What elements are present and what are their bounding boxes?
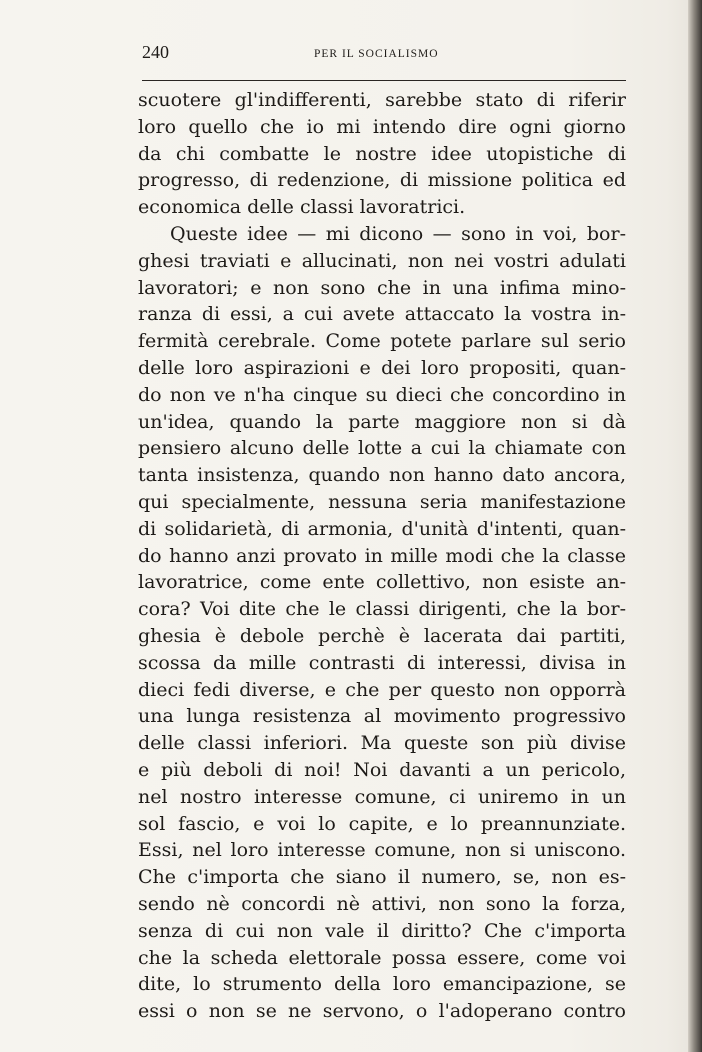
text-line: sol fascio, e voi lo capite, e lo preannunziate. [138,812,626,835]
text-line: pensiero alcuno delle lotte a cui la chiamate con [138,437,626,460]
text-line: cora? Voi dite che le classi dirigenti, che la bor- [138,598,626,621]
text-line: ghesia è debole perchè è lacerata dai partiti, [138,624,626,647]
text-line: senza di cui non vale il diritto? Che c'importa [138,919,626,942]
text-line: progresso, di redenzione, di missione politica ed [138,169,626,192]
book-spine-shadow [688,0,702,1052]
text-line: lavoratrice, come ente collettivo, non esiste an- [138,571,626,594]
text-line: Che c'importa che siano il numero, se, non es- [138,866,626,889]
body-text [138,87,626,1025]
text-line: economica delle classi lavoratrici. [138,196,466,219]
text-line: e più deboli di noi! Noi davanti a un pericolo, [138,758,626,781]
text-line: lavoratori; e non sono che in una infima mino- [138,276,626,299]
text-line: qui specialmente, nessuna seria manifestazione [138,490,626,513]
text-line: scossa da mille contrasti di interessi, divisa in [138,651,626,674]
header-rule [142,80,626,81]
text-line: un'idea, quando la parte maggiore non si dà [138,410,626,433]
text-line: do hanno anzi provato in mille modi che la classe [138,544,626,567]
running-head: PER IL SOCIALISMO [314,48,439,60]
text-line: ghesi traviati e allucinati, non nei vostri adulati [138,249,626,272]
text-line: delle loro aspirazioni e dei loro propositi, quan- [138,356,626,379]
page-header [142,42,626,72]
text-line: di solidarietà, di armonia, d'unità d'intenti, quan- [138,517,626,540]
text-line: tanta insistenza, quando non hanno dato ancora, [138,464,626,487]
text-line: Queste idee — mi dicono — sono in voi, bor- [170,222,626,245]
text-line: scuotere gl'indifferenti, sarebbe stato di riferir [138,89,626,111]
text-line: da chi combatte le nostre idee utopistiche di [138,142,626,165]
text-line: loro quello che io mi intendo dire ogni giorno [138,115,626,138]
text-line: dieci fedi diverse, e che per questo non opporrà [138,678,626,701]
text-line: do non ve n'ha cinque su dieci che concordino in [138,383,626,406]
text-line: dite, lo strumento della loro emancipazione, se [138,973,626,996]
text-line: Essi, nel loro interesse comune, non si uniscono. [138,839,626,862]
text-line: che la scheda elettorale possa essere, come voi [138,946,626,969]
text-line: una lunga resistenza al movimento progressivo [138,705,626,728]
page-number: 240 [142,42,169,62]
text-line: ranza di essi, a cui avete attaccato la vostra in- [138,303,626,326]
text-line: delle classi inferiori. Ma queste son più divise [138,732,626,755]
text-line: fermità cerebrale. Come potete parlare sul serio [138,330,626,353]
text-line: nel nostro interesse comune, ci uniremo in un [138,785,626,808]
text-line: essi o non se ne servono, o l'adoperano contro [138,1000,626,1023]
text-line: sendo nè concordi nè attivi, non sono la forza, [138,892,626,915]
